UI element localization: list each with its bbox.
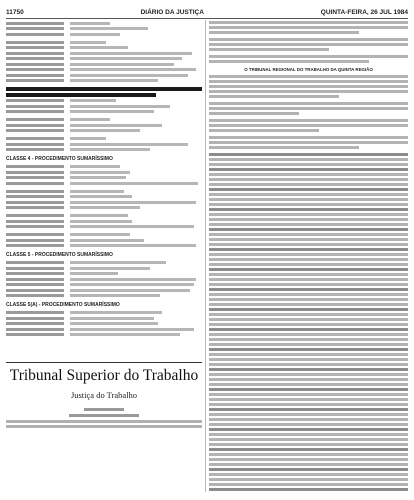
section-title: CLASSE 5(A) - PROCEDIMENTO SUMARÍSSIMO — [6, 301, 120, 308]
paragraph — [209, 119, 408, 132]
case-entry — [6, 189, 202, 210]
right-column — [209, 21, 408, 493]
paragraph — [209, 38, 408, 51]
journal-title: DIÁRIO DA JUSTIÇA — [140, 8, 204, 16]
case-entry — [6, 165, 202, 186]
page-number: 11750 — [6, 8, 24, 16]
paragraph — [209, 102, 408, 115]
case-entry — [6, 311, 202, 337]
case-entry — [6, 118, 202, 133]
case-entry — [6, 99, 202, 114]
section-rule — [6, 362, 202, 363]
paragraph — [209, 136, 408, 149]
section-title: CLASSE 5 - PROCEDIMENTO SUMARÍSSIMO — [6, 251, 113, 258]
tribunal-subtitle: Justiça do Trabalho — [70, 390, 138, 400]
resolution-list — [209, 153, 408, 493]
paragraph — [209, 75, 408, 98]
case-entry — [6, 261, 202, 298]
section-title: CLASSE 4 - PROCEDIMENTO SUMARÍSSIMO — [6, 155, 113, 162]
publication-date: QUINTA-FEIRA, 26 JUL 1984 — [320, 8, 408, 16]
right-heading: O TRIBUNAL REGIONAL DO TRABALHO DA QUINTA REGIÃO — [244, 67, 373, 72]
header-rule — [6, 18, 408, 19]
case-entry — [6, 137, 202, 152]
paragraph — [209, 21, 408, 34]
column-divider — [205, 20, 206, 492]
case-entry — [6, 21, 202, 36]
highlighted-notice — [6, 87, 202, 91]
case-entry — [6, 233, 202, 248]
left-column — [6, 21, 202, 356]
tribunal-section — [6, 362, 202, 492]
page-header — [6, 6, 408, 18]
case-entry — [6, 40, 202, 83]
tribunal-title: Tribunal Superior do Trabalho — [9, 367, 199, 384]
tribunal-body — [6, 408, 202, 428]
case-entry — [6, 214, 202, 229]
highlighted-notice — [6, 93, 156, 97]
paragraph — [209, 55, 408, 63]
